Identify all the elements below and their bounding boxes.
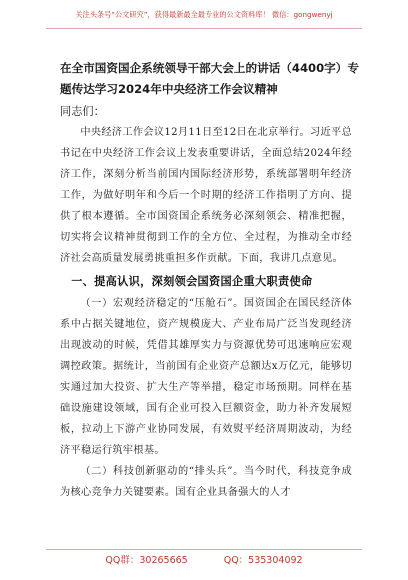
document-title: 在全市国资国企系统领导干部大会上的讲话（4400字）专题传达学习2024年中央经济工作会议精神 [60, 61, 359, 96]
document-body [60, 122, 352, 503]
body-paragraph: 中央经济工作会议12月11日至12日在北京举行。习近平总书记在中央经济工作会议上发表重要讲话，全面总结2024年经济工作，深刻分析当前国内国际经济形势，系统部署明年经济工作，为做好明年和今后一个时期的经济工作指明了方向、提供了根本遵循。全市国资国企系统务必深刻领会、精准把握，切实将会议精神贯彻到工作的全方位、全过程，为推动全市经济社会高质量发展勇挑重担多作贡献。下面，我讲几点意见。 [60, 127, 352, 264]
footer-divider [46, 549, 362, 550]
header-banner: 关注头条号“公文研究”，获得最新最全最专业的公文资料库！ 微信：gongwenyj [75, 10, 333, 19]
footer-qq-contact: QQ：535304092 [223, 555, 303, 566]
footer [0, 552, 408, 570]
section-heading: 一、提高认识，深刻领会国资国企重大职责使命 [71, 275, 313, 288]
subsection-paragraph: （二）科技创新驱动的“排头兵”。当今时代，科技竞争成为核心竞争力关键要素。国有企业具备强大的人才 [60, 466, 352, 498]
header-divider [46, 28, 362, 29]
footer-qq-group: QQ群：30265665 [105, 555, 188, 566]
subsection-paragraph: （一）宏观经济稳定的“压舱石”。国资国企在国民经济体系中占据关键地位，资产规模庞大、产业布局广泛当发现经济出现波动的时候，凭借其雄厚实力与资源优势可迅速响应宏观调控政策。据统计，当前国有企业资产总额达x万亿元，能够切实通过加大投资、扩大生产等举措，稳定市场预期。同样在基础设施建设领域，国有企业可投入巨额资金，助力补齐发展短板，拉动上下游产业协同发展，有效熨平经济周期波动，为经济平稳运行筑牢根基。 [60, 298, 352, 456]
greeting: 同志们： [60, 105, 105, 118]
